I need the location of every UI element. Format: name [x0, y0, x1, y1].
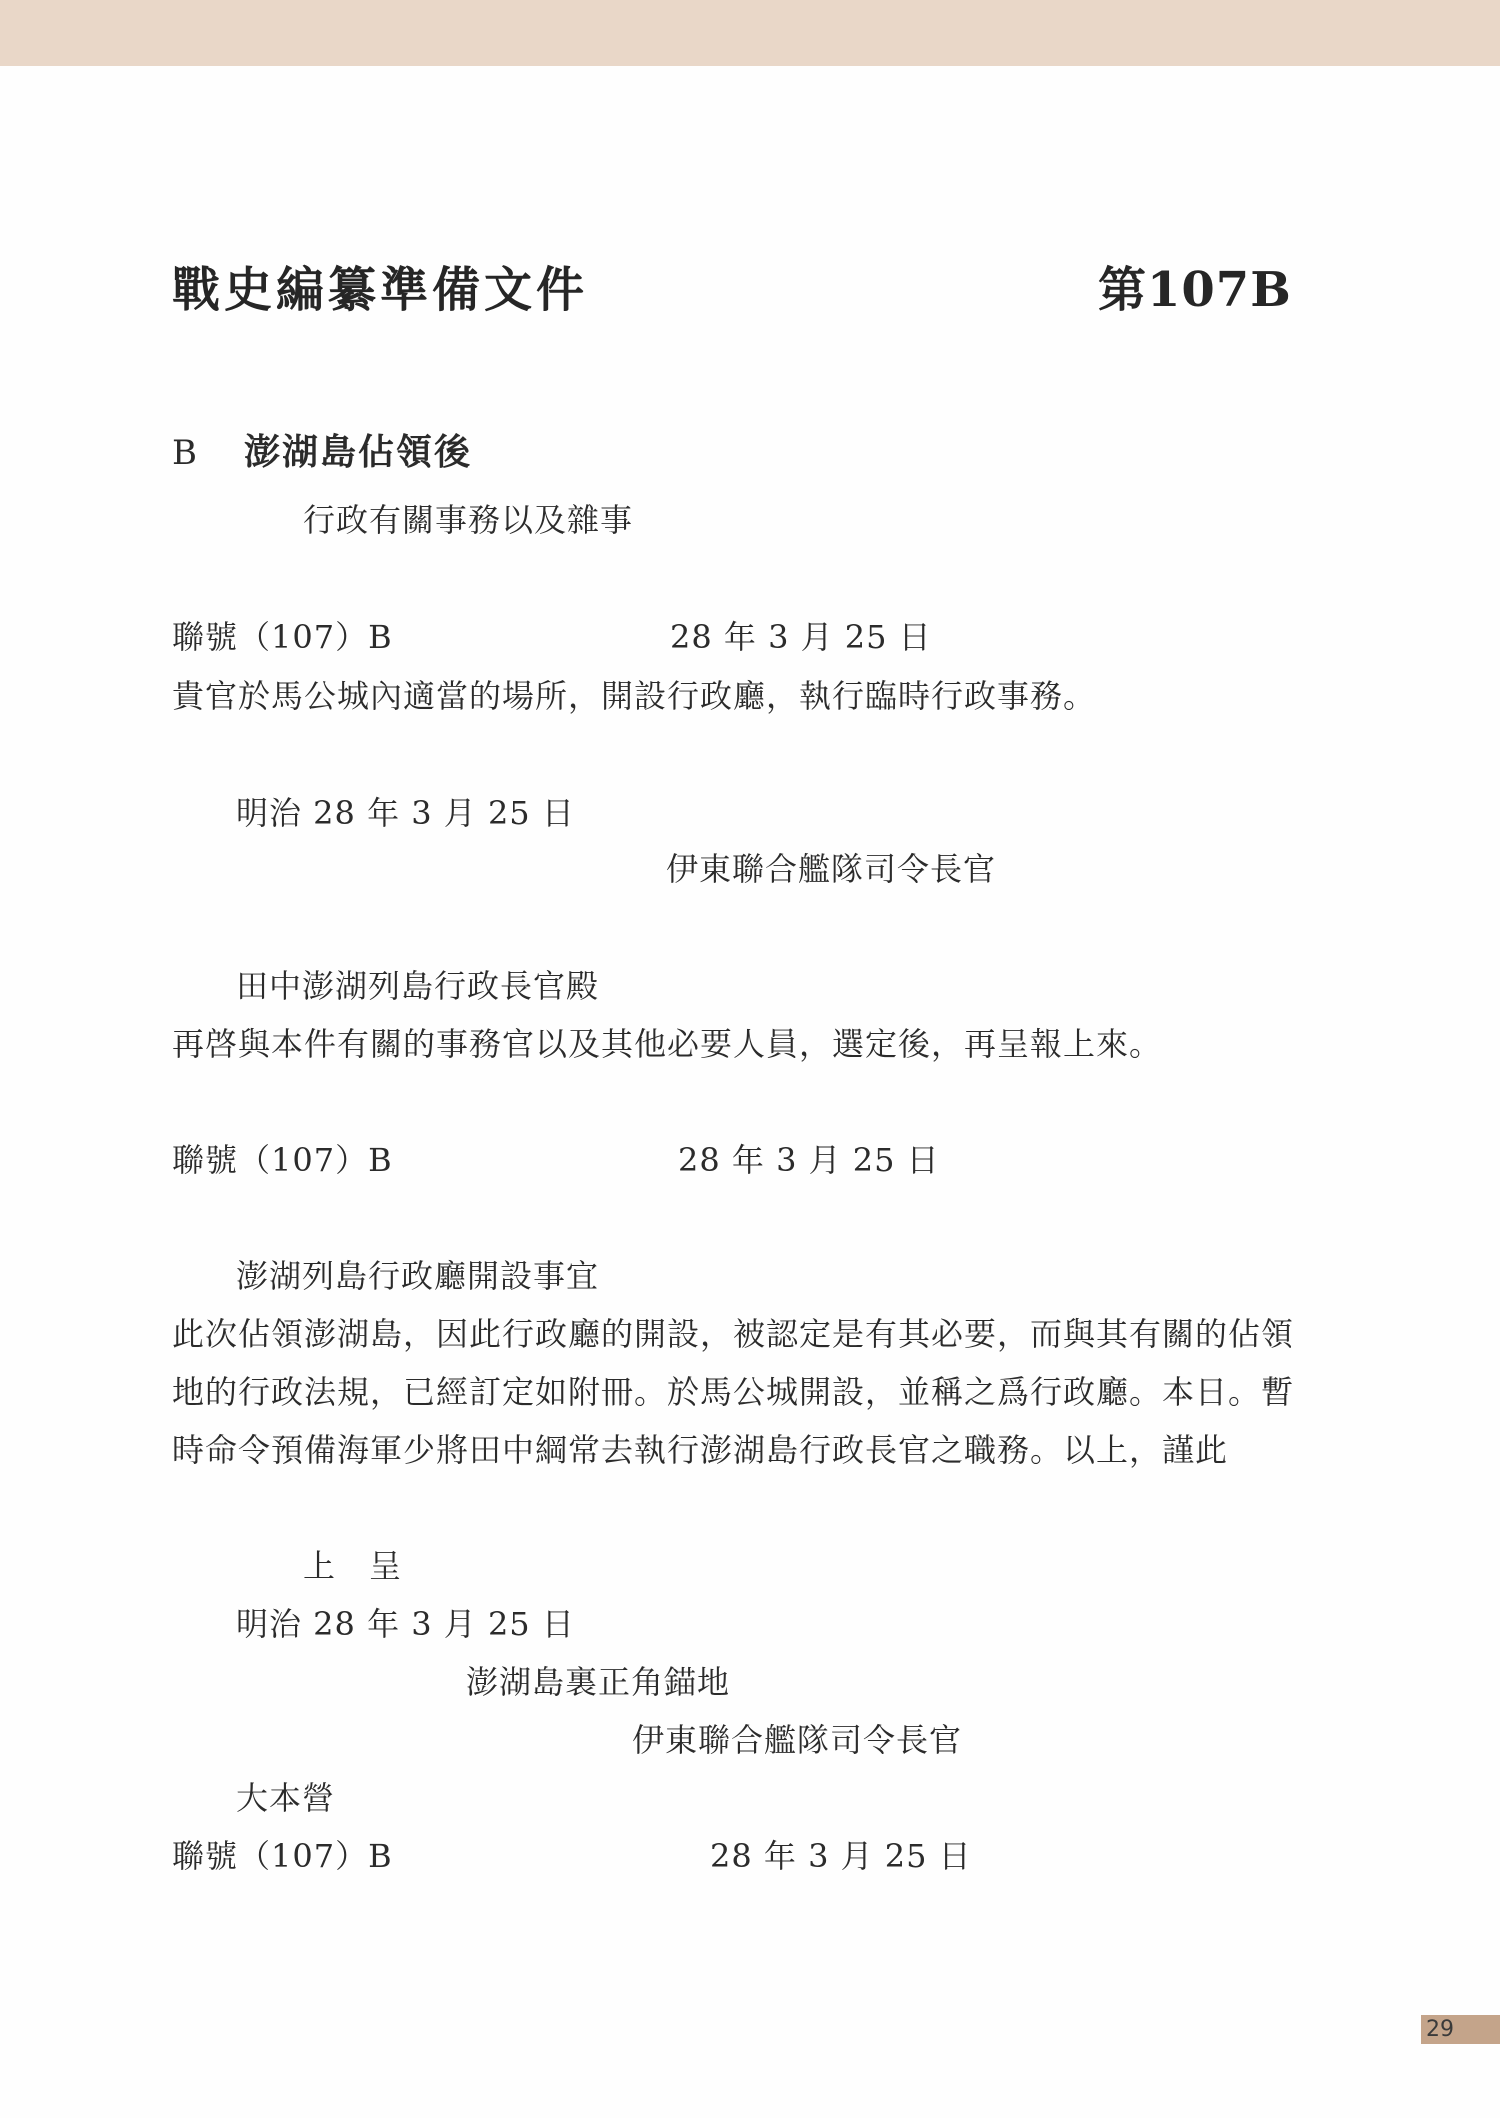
sender: 伊東聯合艦隊司令長官 [666, 850, 997, 888]
body-line: 貴官於馬公城內適當的場所，開設行政廳，執行臨時行政事務。 [172, 677, 1097, 715]
reference-date: 28 年 3 月 25 日 [670, 618, 932, 656]
signature-date: 明治 28 年 3 月 25 日 [236, 794, 575, 832]
body-line: 地的行政法規，已經訂定如附冊。於馬公城開設，並稱之爲行政廳。本日。暫 [172, 1373, 1295, 1411]
page-number: 29 [1426, 2017, 1454, 2042]
postscript-line: 再啓與本件有關的事務官以及其他必要人員，選定後，再呈報上來。 [172, 1025, 1163, 1063]
reference-number: 聯號（107）B [172, 618, 393, 656]
body-line: 時命令預備海軍少將田中綱常去執行澎湖島行政長官之職務。以上，謹此 [172, 1431, 1229, 1469]
sender: 伊東聯合艦隊司令長官 [632, 1721, 963, 1759]
section-letter: B [172, 433, 198, 473]
closing-phrase: 上 呈 [303, 1547, 403, 1585]
document-number: 第107B [1098, 262, 1292, 318]
section-subtitle: 行政有關事務以及雜事 [303, 501, 634, 539]
subject-line: 澎湖列島行政廳開設事宜 [236, 1257, 600, 1295]
reference-date: 28 年 3 月 25 日 [710, 1837, 972, 1875]
location: 澎湖島裏正角錨地 [466, 1663, 731, 1701]
reference-date: 28 年 3 月 25 日 [678, 1141, 940, 1179]
document-title: 戰史編纂準備文件 [172, 262, 589, 318]
signature-date: 明治 28 年 3 月 25 日 [236, 1605, 575, 1643]
reference-number: 聯號（107）B [172, 1141, 393, 1179]
top-color-band [0, 0, 1500, 66]
recipient: 田中澎湖列島行政長官殿 [236, 967, 600, 1005]
recipient: 大本營 [236, 1779, 336, 1817]
section-title: 澎湖島佔領後 [244, 432, 473, 473]
body-line: 此次佔領澎湖島，因此行政廳的開設，被認定是有其必要，而與其有關的佔領 [172, 1315, 1295, 1353]
reference-number: 聯號（107）B [172, 1837, 393, 1875]
